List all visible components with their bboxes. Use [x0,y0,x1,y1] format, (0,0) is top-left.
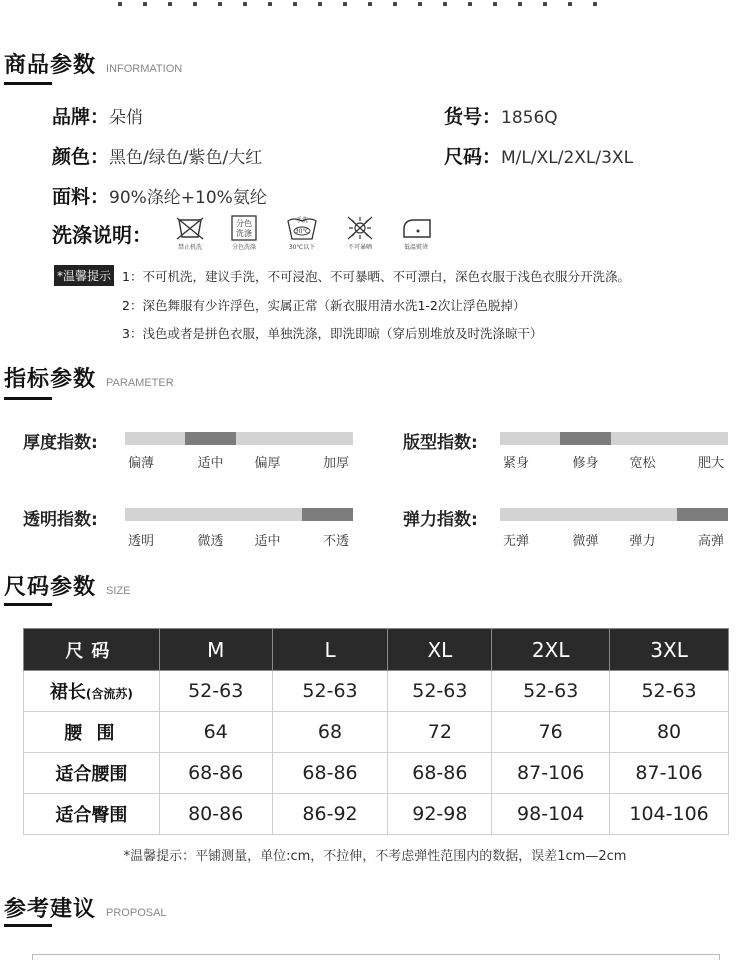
sku-row: 货号：1856Q [444,106,558,128]
section-underline [4,603,52,606]
table-cell: 52-63 [272,671,388,712]
svg-text:分色: 分色 [236,219,252,228]
section-underline [4,397,52,400]
section-subtitle: PARAMETER [106,377,174,389]
table-cell: 52-63 [610,671,729,712]
index-label: 厚度指数: [23,433,98,453]
index-label: 版型指数: [403,433,478,453]
index-track [125,432,353,445]
hand-wash-30-icon: 手洗 30℃ 30℃以下 [288,217,316,251]
size-header-cell: L [272,629,388,671]
index-tick-label: 无弹 [503,534,530,549]
color-row: 颜色：黑色/绿色/紫色/大红 [52,146,263,168]
table-cell: 52-63 [159,671,272,712]
wash-label: 洗涤说明： [52,223,152,247]
index-label: 透明指数: [23,510,98,530]
index-tick-label: 偏薄 [128,456,155,471]
low-iron-icon: 低温熨烫 [396,215,436,257]
row-label: 适合臀围 [24,794,160,835]
section-subtitle: SIZE [106,585,131,597]
table-row [24,753,729,794]
size-header-cell: 尺码 [24,629,160,671]
index-tick-label: 修身 [572,456,599,471]
section-header-information [4,48,182,79]
index-tick-label: 不透 [323,534,350,549]
index-tick-label: 适中 [197,456,224,471]
tip-badge: *温馨提示 [54,265,114,286]
table-cell: 72 [388,712,492,753]
brand-row: 品牌：朵俏 [52,106,144,128]
size-header-cell: M [159,629,272,671]
section-subtitle: PROPOSAL [106,907,167,919]
size-row: 尺码：M/L/XL/2XL/3XL [444,146,634,168]
table-cell: 86-92 [272,794,388,835]
index-tick-label: 偏厚 [254,456,281,471]
section-header-parameter [4,362,174,393]
index-tick-label: 加厚 [323,456,350,471]
size-note: *温馨提示：平铺测量，单位:cm，不拉伸，不考虑弹性范围内的数据，误差1cm—2cm [123,849,627,864]
table-cell: 64 [159,712,272,753]
table-row [24,671,729,712]
table-cell: 68-86 [159,753,272,794]
table-cell: 87-106 [610,753,729,794]
no-sun-dry-icon: 不可暴晒 [340,215,380,257]
section-header-proposal [4,892,167,923]
tip-line-1: 1：不可机洗，建议手洗，不可浸泡、不可暴晒、不可漂白，深色衣服于浅色衣服分开洗涤。 [122,269,630,284]
fabric-row: 面料：90%涤纶+10%氨纶 [52,186,267,208]
section-title: 指标参数 [4,367,97,392]
separate-wash-icon: 分色 洗涤 分色洗涤 [224,215,264,257]
section-header-size [4,570,130,601]
table-cell: 68-86 [272,753,388,794]
table-cell: 52-63 [388,671,492,712]
index-tick-label: 弹力 [629,534,656,549]
index-track [500,432,728,445]
index-tick-label: 微弹 [572,534,599,549]
no-machine-wash-icon: 禁止机洗 [170,215,210,257]
index-marker [677,508,728,521]
index-marker [302,508,353,521]
table-cell: 87-106 [492,753,610,794]
tip-line-2: 2：深色舞服有少许浮色，实属正常（新衣服用清水洗1-2次让浮色脱掉） [122,298,526,313]
table-cell: 80-86 [159,794,272,835]
size-table-header [24,629,729,671]
size-header-cell: 3XL [610,629,729,671]
section-title: 尺码参数 [4,575,97,600]
size-header-cell: XL [388,629,492,671]
index-tick-label: 透明 [128,534,155,549]
section-subtitle: INFORMATION [106,63,183,75]
index-marker [185,432,236,445]
svg-text:30℃: 30℃ [294,228,310,235]
index-tick-label: 宽松 [629,456,656,471]
svg-text:洗涤: 洗涤 [236,229,252,238]
section-underline [4,924,52,927]
table-row [24,712,729,753]
size-header-cell: 2XL [492,629,610,671]
index-tick-label: 高弹 [698,534,725,549]
size-table [23,628,729,835]
section-title: 参考建议 [4,897,97,922]
table-cell: 92-98 [388,794,492,835]
index-tick-label: 肥大 [698,456,725,471]
index-marker [560,432,611,445]
index-tick-label: 适中 [254,534,281,549]
index-track [125,508,353,521]
cropped-text-top [118,0,618,6]
row-label: 适合腰围 [24,753,160,794]
section-title: 商品参数 [4,53,97,78]
table-row [24,794,729,835]
index-label: 弹力指数: [403,510,478,530]
table-cell: 104-106 [610,794,729,835]
index-tick-label: 紧身 [503,456,530,471]
row-label: 腰 围 [24,712,160,753]
row-label: 裙长(含流苏) [24,671,160,712]
section-underline [4,82,52,85]
table-cell: 98-104 [492,794,610,835]
svg-text:手洗: 手洗 [295,217,309,224]
table-cell: 68-86 [388,753,492,794]
table-cell: 76 [492,712,610,753]
tip-line-3: 3：浅色或者是拼色衣服，单独洗涤，即洗即晾（穿后别堆放及时洗涤晾干） [122,326,543,341]
proposal-box [32,954,720,960]
table-cell: 52-63 [492,671,610,712]
index-tick-label: 微透 [197,534,224,549]
table-cell: 68 [272,712,388,753]
table-cell: 80 [610,712,729,753]
index-track [500,508,728,521]
